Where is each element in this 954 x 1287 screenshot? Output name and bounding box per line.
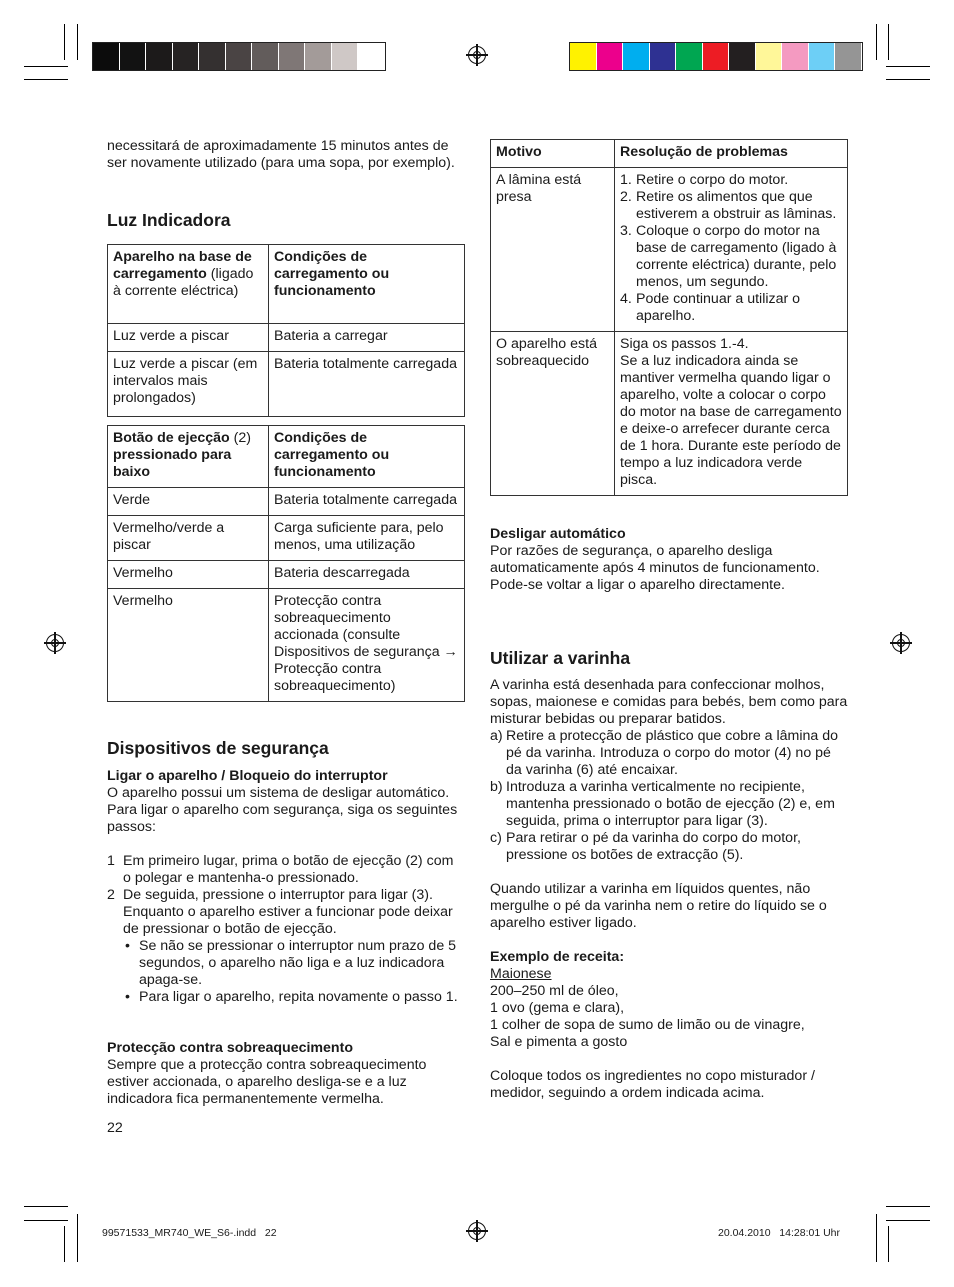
protecao-text: Sempre que a protecção contra sobreaquecimento estiver accionada, o aparelho desliga-se e a luz indicadora fica permanentemente vermelha.	[107, 1057, 427, 1107]
header-cell: Condições de carregamento ou funcionamento	[269, 245, 465, 324]
list-item: 1 Em primeiro lugar, prima o botão de ejecção (2) com o polegar e mantenha-o pressionado.	[107, 853, 454, 886]
color-swatch	[252, 43, 279, 70]
crop-mark	[876, 1214, 877, 1262]
table-cell: Luz verde a piscar	[108, 324, 269, 352]
list-item: 2. Retire os alimentos que que estiverem a obstruir as lâminas.	[620, 189, 837, 222]
crop-mark	[77, 1214, 78, 1262]
table-cell: Bateria totalmente carregada	[269, 352, 465, 417]
table-cell: Vermelho	[108, 561, 269, 589]
ingredient: 1 colher de sopa de sumo de limão ou de vinagre,	[490, 1017, 805, 1033]
list-item: 3. Coloque o corpo do motor na base de carregamento (ligado à corrente eléctrica) durante, pelo menos, um segundo.	[620, 223, 837, 290]
header-cell: Condições de carregamento ou funcionamento	[269, 426, 465, 488]
desligar-subheading: Desligar automático	[490, 526, 626, 542]
crop-mark	[64, 24, 65, 60]
color-swatch	[782, 43, 809, 70]
color-swatch	[809, 43, 836, 70]
crop-mark	[24, 1220, 68, 1221]
table-cell: Bateria totalmente carregada	[269, 488, 465, 516]
crop-mark	[888, 1226, 889, 1262]
color-swatch	[279, 43, 306, 70]
varinha-text: A varinha está desenhada para confeccionar molhos, sopas, maionese e comidas para bebés, bem como para misturar bebidas ou preparar batidos.	[490, 677, 848, 727]
varinha-heading: Utilizar a varinha	[490, 648, 631, 668]
luz-indicadora-heading: Luz Indicadora	[107, 210, 231, 230]
color-swatch	[676, 43, 703, 70]
table-row	[108, 488, 465, 516]
ligar-subheading: Ligar o aparelho / Bloqueio do interruptor	[107, 768, 388, 784]
color-swatch	[199, 43, 226, 70]
solution-text: Siga os passos 1.-4.	[620, 336, 749, 352]
crop-mark	[886, 1206, 930, 1207]
color-swatch	[650, 43, 677, 70]
cmyk-color-bar	[569, 42, 863, 71]
crop-mark	[77, 24, 78, 60]
header-cell: Motivo	[491, 140, 615, 168]
troubleshooting-table	[490, 139, 848, 496]
header-cell: Botão de ejecção (2) pressionado para baixo	[108, 426, 269, 488]
table-row	[108, 589, 465, 702]
color-swatch	[93, 43, 120, 70]
crop-mark	[24, 1206, 68, 1207]
color-swatch	[570, 43, 597, 70]
color-swatch	[120, 43, 147, 70]
list-item: 4. Pode continuar a utilizar o aparelho.	[620, 291, 801, 324]
table-cell: Bateria descarregada	[269, 561, 465, 589]
list-item: 2 De seguida, pressione o interruptor para ligar (3). Enquanto o aparelho estiver a funcionar pode deixar de pressionar o botão de ejecção.	[107, 887, 453, 937]
footer-filename: 99571533_MR740_WE_S6-.indd 22	[102, 1227, 277, 1239]
table-row	[108, 352, 465, 417]
table-cell: Carga suficiente para, pelo menos, uma utilização	[269, 516, 465, 561]
color-swatch	[173, 43, 200, 70]
table-row	[108, 561, 465, 589]
color-swatch	[623, 43, 650, 70]
receita-subheading: Exemplo de receita:	[490, 949, 625, 965]
color-swatch	[305, 43, 332, 70]
color-swatch	[703, 43, 730, 70]
color-swatch	[358, 43, 385, 70]
list-item: a) Retire a protecção de plástico que cobre a lâmina do pé da varinha. Introduza o corpo do motor (4) no pé da varinha (6) até encaixar.	[490, 728, 839, 778]
list-item: • Para ligar o aparelho, repita novamente o passo 1.	[125, 989, 458, 1005]
registration-mark-icon	[468, 46, 486, 64]
crop-mark	[886, 1220, 930, 1221]
footer-date: 20.04.2010 14:28:01 Uhr	[718, 1227, 841, 1239]
desligar-text: Por razões de segurança, o aparelho desliga automaticamente após 4 minutos de funcionamento. Pode-se voltar a ligar o aparelho directamente.	[490, 543, 820, 593]
color-swatch	[729, 43, 756, 70]
ingredient: 1 ovo (gema e clara),	[490, 1000, 625, 1016]
table-cell	[615, 332, 848, 496]
ingredient: Sal e pimenta a gosto	[490, 1034, 628, 1050]
table-cell: Vermelho/verde a piscar	[108, 516, 269, 561]
table-cell: Verde	[108, 488, 269, 516]
receita-name: Maionese	[490, 966, 552, 982]
varinha-steps	[490, 728, 848, 864]
table-row	[108, 516, 465, 561]
list-item: • Se não se pressionar o interruptor num prazo de 5 segundos, o aparelho não liga e a luz indicadora apaga-se.	[125, 938, 457, 988]
table-cell: Vermelho	[108, 589, 269, 702]
bullet-list	[107, 938, 465, 1006]
crop-mark	[24, 79, 68, 80]
final-text: Coloque todos os ingredientes no copo misturador / medidor, seguindo a ordem indicada acima.	[490, 1068, 815, 1101]
table-cell: Luz verde a piscar (em intervalos mais prolongados)	[108, 352, 269, 417]
color-swatch	[597, 43, 624, 70]
table-row	[491, 332, 848, 496]
ingredient: 200–250 ml de óleo,	[490, 983, 619, 999]
crop-mark	[888, 24, 889, 60]
right-column	[490, 139, 848, 1102]
list-item: b) Introduza a varinha verticalmente no recipiente, mantenha pressionado o botão de ejecção (2) e, em seguida, prima o interruptor para ligar (3).	[490, 779, 835, 829]
steps-list	[107, 853, 465, 938]
header-cell: Resolução de problemas	[615, 140, 848, 168]
color-swatch	[226, 43, 253, 70]
quente-text: Quando utilizar a varinha em líquidos quentes, não mergulhe o pé da varinha nem o retire do líquido se o aparelho estiver ligado.	[490, 881, 827, 931]
table-cell: O aparelho está sobreaquecido	[491, 332, 615, 496]
table-cell: Protecção contra sobreaquecimento accionada (consulte Dispositivos de segurança → Protecção contra sobreaquecimento)	[269, 589, 465, 702]
dispositivos-heading: Dispositivos de segurança	[107, 738, 329, 758]
crop-mark	[24, 66, 68, 67]
registration-mark-icon	[892, 634, 910, 652]
ligar-text: O aparelho possui um sistema de desligar automático. Para ligar o aparelho com segurança, siga os seguintes passos:	[107, 785, 458, 835]
solution-steps	[620, 172, 842, 325]
table-header-row	[108, 426, 465, 488]
color-swatch	[835, 43, 862, 70]
table-header-row	[108, 245, 465, 324]
header-cell: Aparelho na base de carregamento (ligado à corrente eléctrica)	[108, 245, 269, 324]
grayscale-color-bar	[92, 42, 386, 71]
crop-mark	[876, 24, 877, 60]
crop-mark	[886, 79, 930, 80]
list-item: c) Para retirar o pé da varinha do corpo do motor, pressione os botões de extracção (5).	[490, 830, 801, 863]
list-item: 1. Retire o corpo do motor.	[620, 172, 789, 188]
crop-mark	[886, 66, 930, 67]
table-cell: A lâmina está presa	[491, 168, 615, 332]
table-header-row	[491, 140, 848, 168]
table-row	[491, 168, 848, 332]
registration-mark-icon	[468, 1222, 486, 1240]
table-cell	[615, 168, 848, 332]
color-swatch	[756, 43, 783, 70]
registration-mark-icon	[46, 634, 64, 652]
table-cell: Bateria a carregar	[269, 324, 465, 352]
protecao-subheading: Protecção contra sobreaquecimento	[107, 1040, 353, 1056]
indicator-table-button	[107, 425, 465, 702]
page-number: 22	[107, 1120, 123, 1136]
left-column	[107, 138, 465, 1137]
table-row	[108, 324, 465, 352]
solution-text: Se a luz indicadora ainda se mantiver vermelha quando ligar o aparelho, volte a colocar o corpo do motor na base de carregamento e deixe-o arrefecer durante cerca de 1 hora. Durante este período de tempo a luz indicadora verde pisca.	[620, 353, 842, 488]
intro-text: necessitará de aproximadamente 15 minutos antes de ser novamente utilizado (para uma sopa, por exemplo).	[107, 138, 455, 171]
color-swatch	[146, 43, 173, 70]
color-swatch	[332, 43, 359, 70]
crop-mark	[64, 1226, 65, 1262]
indicator-table-base	[107, 244, 465, 417]
